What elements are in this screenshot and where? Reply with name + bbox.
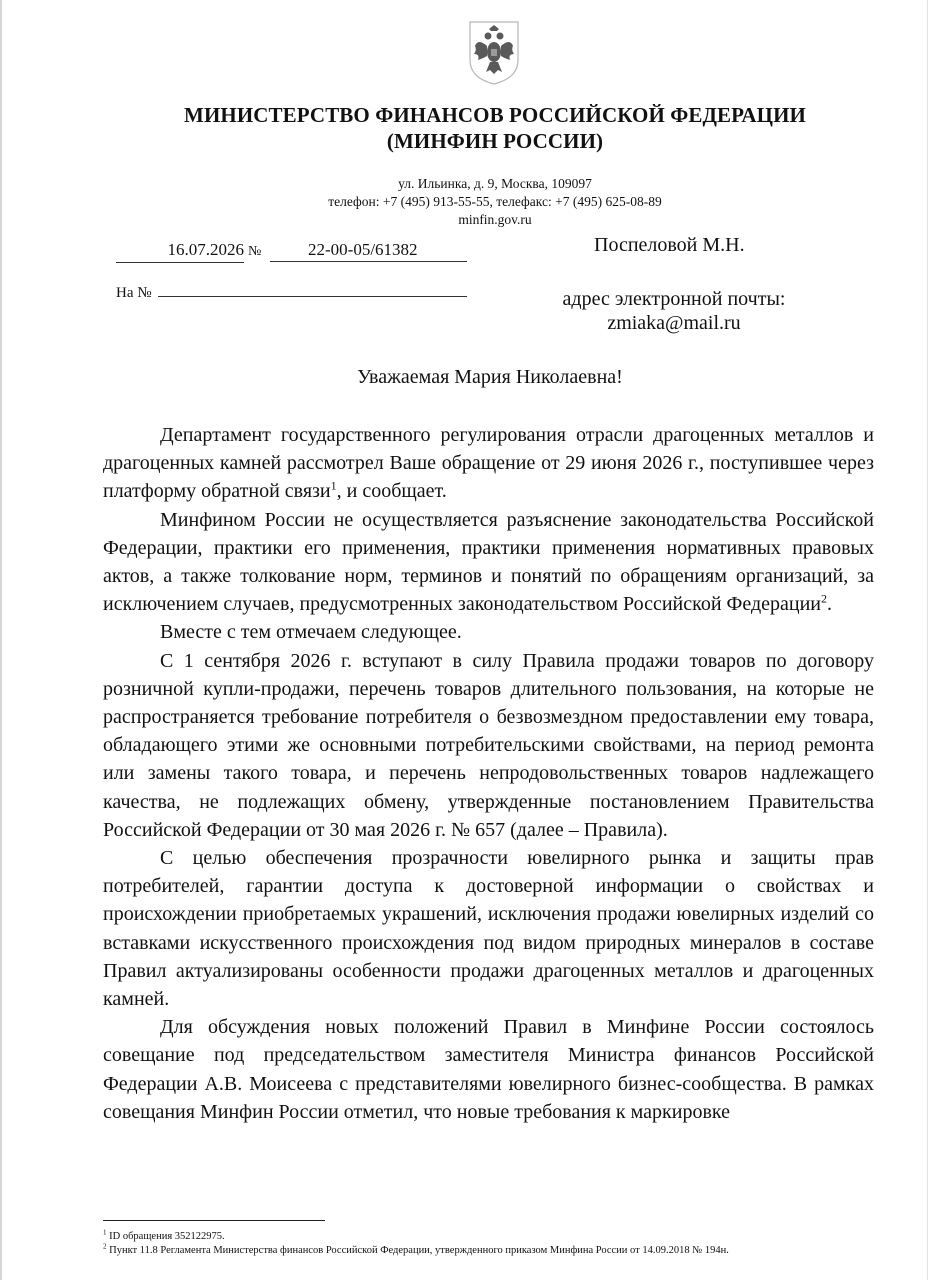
ministry-short-name: (МИНФИН РОССИИ) [386,129,604,153]
phone-numbers: телефон: +7 (495) 913-55-55, телефакс: +7 (495) 625-08-89 [328,194,662,209]
number-sign: № [248,244,262,259]
paragraph-2: Минфином России не осуществляется разъяснение законодательства Российской Федерации, практики его применения, практики применения нормативных правовых актов, а также толкование норм, терминов и понятий по обращениям организаций, за исключением случаев, предусмотренных законодательством Российской Федерации$^2$. [103,508,874,616]
postal-address: ул. Ильинка, д. 9, Москва, 109097 [398,176,592,191]
russian-coat-of-arms-icon [466,16,522,86]
footnote-ref-2: 2 [821,591,827,606]
letter-body [103,421,874,1126]
recipient-name: Поспеловой М.Н. [594,234,745,256]
footnote-divider [103,1220,325,1221]
footnotes [103,1230,893,1258]
ministry-title [0,102,928,154]
ministry-contacts [0,175,928,229]
letter-number: 22-00-05/61382 [270,240,467,262]
paragraph-6: Для обсуждения новых положений Правил в Минфине России состоялось совещание под председательством заместителя Министра финансов Российской Федерации А.В. Моисеева с представителями ювелирного бизнес-сообщества. В рамках совещания Минфин России отметил, что новые требования к маркировке [103,1016,874,1123]
reference-line [158,296,467,297]
recipient-email: zmiaka@mail.ru [607,312,741,334]
footnote-ref-1: 1 [330,478,337,493]
footnote-2: $^2$ Пункт 11.8 Регламента Министерства финансов Российской Федерации, утвержденного приказом Минфина России от 14.09.2018 № 194н. [103,1242,729,1256]
letter-date: 16.07.2026 [116,240,244,263]
paragraph-1: Департамент государственного регулирования отрасли драгоценных металлов и драгоценных камней рассмотрел Ваше обращение от 29 июня 2026 г., поступившее через платформу обратной связи$^1$, и сообщает. [103,424,874,503]
paragraph-3: Вместе с тем отмечаем следующее. [160,621,462,644]
footnote-1: $^1$ ID обращения 352122975. [103,1228,225,1242]
reference-label: На № [116,285,152,301]
greeting: Уважаемая Мария Николаевна! [357,366,623,388]
recipient-email-label: адрес электронной почты: [562,288,786,310]
paragraph-5: С целью обеспечения прозрачности ювелирного рынка и защиты прав потребителей, гарантии доступа к достоверной информации о свойствах и происхождении приобретаемых украшений, исключения продажи ювелирных изделий со вставками искусственного происхождения под видом природных минералов в составе Правил актуализированы особенности продажи драгоценных металлов и драгоценных камней. [103,847,874,1011]
website: minfin.gov.ru [458,212,532,227]
ministry-name: МИНИСТЕРСТВО ФИНАНСОВ РОССИЙСКОЙ ФЕДЕРАЦИИ [184,103,806,127]
paragraph-4: С 1 сентября 2026 г. вступают в силу Правила продажи товаров по договору розничной купли-продажи, перечень товаров длительного пользования, на которые не распространяется требование потребителя о безвозмездном предоставлении ему товара, обладающего этими же основными потребительскими свойствами, на период ремонта или замены такого товара, и перечень непродовольственных товаров надлежащего качества, не подлежащих обмену, утвержденные постановлением Правительства Российской Федерации от 30 мая 2026 г. № 657 (далее – Правила). [103,649,874,841]
